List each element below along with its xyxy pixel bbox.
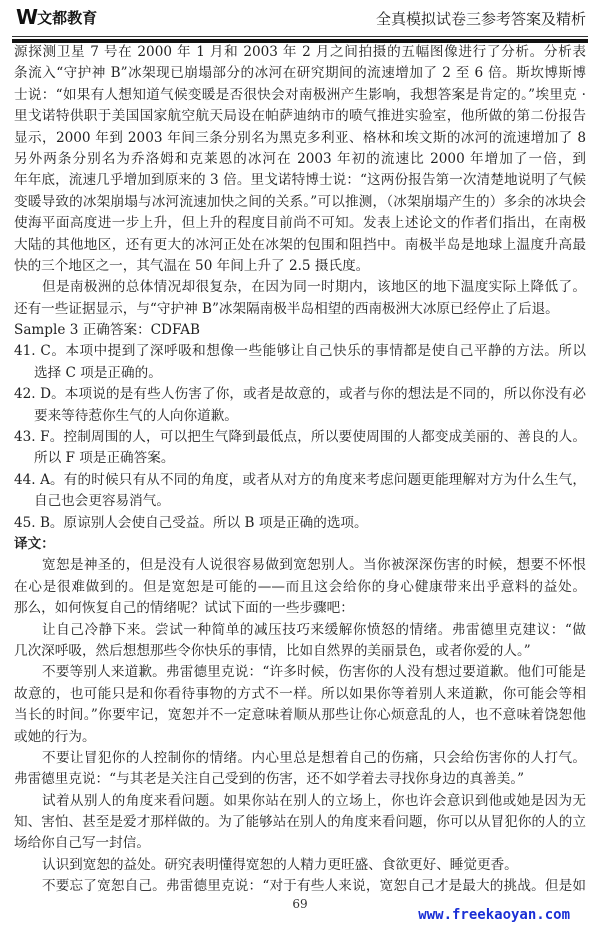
text-line: 使海平面高度进一步上升，但上升的程度目前尚不可知。发表上述论文的作者们指出，在南极 (14, 215, 586, 232)
text-line: 还有一些证据显示，与“守护神 B”冰架隔南极半岛相望的西南极洲大冰原已经停止了后退。 (14, 300, 559, 317)
text-line: 42. D。本项说的是有些人伤害了你，或者是故意的，或者与你的想法是不同的，所以你没有必 (14, 386, 586, 403)
text-line: 让自己冷静下来。尝试一种简单的减压技巧来缓解你愤怒的情绪。弗雷德里克建议：“做 (42, 621, 586, 638)
text-line: 在心是很难做到的。但是宽恕是可能的——而且这会给你的身心健康带来出乎意料的益处。 (14, 578, 586, 595)
text-line: 变暖导致的冰架崩塌与冰河流速加快之间的关系。”可以推测，（冰架崩塌产生的）多余的冰块会 (14, 193, 586, 210)
text-line: 但是南极洲的总体情况却很复杂，在因为同一时期内，该地区的地下温度实际上降低了。 (42, 279, 586, 296)
text-line: 45. B。原谅别人会使自己受益。所以 B 项是正确的选项。 (14, 514, 368, 531)
text-line: 源探测卫星 7 号在 2000 年 1 月和 2003 年 2 月之间拍摄的五幅图像进行了分析。分析表 (14, 44, 586, 60)
text-line: 认识到宽恕的益处。研究表明懂得宽恕的人精力更旺盛、食欲更好、睡觉更香。 (42, 856, 518, 873)
text-line: 44. A。有的时候只有从不同的角度，或者从对方的角度来考虑问题更能理解对方为什么生气， (14, 471, 586, 488)
text-line: 不要让冒犯你的人控制你的情绪。内心里总是想着自己的伤痛，只会给伤害你的人打气。 (42, 749, 586, 766)
page-number: 69 (292, 897, 308, 911)
text-line: 当长的时间。”你要牢记，宽恕并不一定意味着顺从那些让你心烦意乱的人，也不意味着饶恕他 (14, 707, 586, 724)
text-line: 士说：“如果有人想知道气候变暖是否很快会对南极洲产生影响，我想答案是肯定的。”埃里克 · (14, 86, 586, 103)
text-line: 快的三个地区之一，其气温在 50 年间上升了 2.5 摄氏度。 (14, 257, 370, 274)
text-line: 不要忘了宽恕自己。弗雷德里克说：“对于有些人来说，宽恕自己才是最大的挑战。但是如 (42, 878, 586, 895)
text-line: 宽恕是神圣的，但是没有人说很容易做到宽恕别人。当你被深深伤害的时候，想要不怀恨 (42, 557, 586, 574)
website-watermark: www.freekaoyan.com (418, 907, 570, 923)
text-line: 不要等别人来道歉。弗雷德里克说：“许多时候，伤害你的人没有想过要道歉。他们可能是 (42, 664, 586, 681)
section-heading: 译文： (14, 535, 55, 552)
text-line: 场给你自己写一封信。 (14, 835, 150, 852)
text-line: Sample 3 正确答案：CDFAB (14, 322, 201, 339)
document-body (14, 42, 586, 898)
text-line: 所以 F 项是正确答案。 (34, 450, 175, 467)
text-line: 里戈诺特供职于美国国家航空航天局设在帕萨迪纳市的喷气推进实验室，他所做的第二份报告 (14, 108, 586, 125)
page-header (0, 0, 600, 46)
text-line: 年年底，流速几乎增加到原来的 3 倍。里戈诺特博士说：“这两份报告第一次清楚地说明了气候 (14, 172, 586, 189)
header-divider-thin (12, 36, 588, 37)
text-line: 弗雷德里克说：“与其老是关注自己受到的伤害，还不如学着去寻找你身边的真善美。” (14, 771, 525, 788)
text-line: 条流入“守护神 B”冰架现已崩塌部分的冰河在研究期间的流速增加了 2 至 6 倍。斯坎博斯博 (14, 65, 586, 82)
text-line: 大陆的其他地区，还有更大的冰河正处在冰架的包围和阻挡中。南极半岛是地球上温度升高最 (14, 236, 586, 253)
text-line: 自己也会更容易消气。 (34, 493, 170, 510)
text-line: 43. F。控制周围的人，可以把生气降到最低点，所以要使周围的人都变成美丽的、善良的人。 (14, 429, 586, 446)
text-line: 故意的，也可能只是和你看待事物的方式不一样。所以如果你等着别人来道歉，你可能会等相 (14, 685, 586, 702)
publisher-logo (16, 5, 97, 29)
text-line: 另外两条分别名为乔洛姆和克莱恩的冰河在 2003 年初的流速比 2000 年增加了一倍，到 (14, 150, 586, 167)
text-line: 知、害怕、甚至是爱才那样做的。为了能够站在别人的角度来看问题，你可以从冒犯你的人的立 (14, 814, 586, 831)
logo-text: 文都教育 (37, 8, 98, 27)
text-line: 要来等待惹你生气的人向你道歉。 (34, 407, 238, 424)
text-line: 显示，2000 年到 2003 年间三条分别名为黑克多利亚、格林和埃文斯的冰河的流速增加了 8 (14, 129, 586, 146)
logo-mark-icon: W (16, 5, 35, 29)
text-line: 41. C。本项中提到了深呼吸和想像一些能够让自己快乐的事情都是使自己平静的方法。所以 (14, 343, 586, 360)
text-line: 几次深呼吸，然后想想那些令你快乐的事情，比如自然界的美丽景色，或者你爱的人。” (14, 642, 531, 659)
text-line: 试着从别人的角度来看问题。如果你站在别人的立场上，你也许会意识到他或她是因为无 (42, 792, 586, 809)
text-line: 选择 C 项是正确的。 (34, 364, 162, 381)
text-line: 或她的行为。 (14, 728, 96, 745)
document-title: 全真模拟试卷三参考答案及精析 (375, 10, 586, 28)
text-line: 那么，如何恢复自己的情绪呢？试试下面的一些步骤吧： (14, 600, 354, 617)
